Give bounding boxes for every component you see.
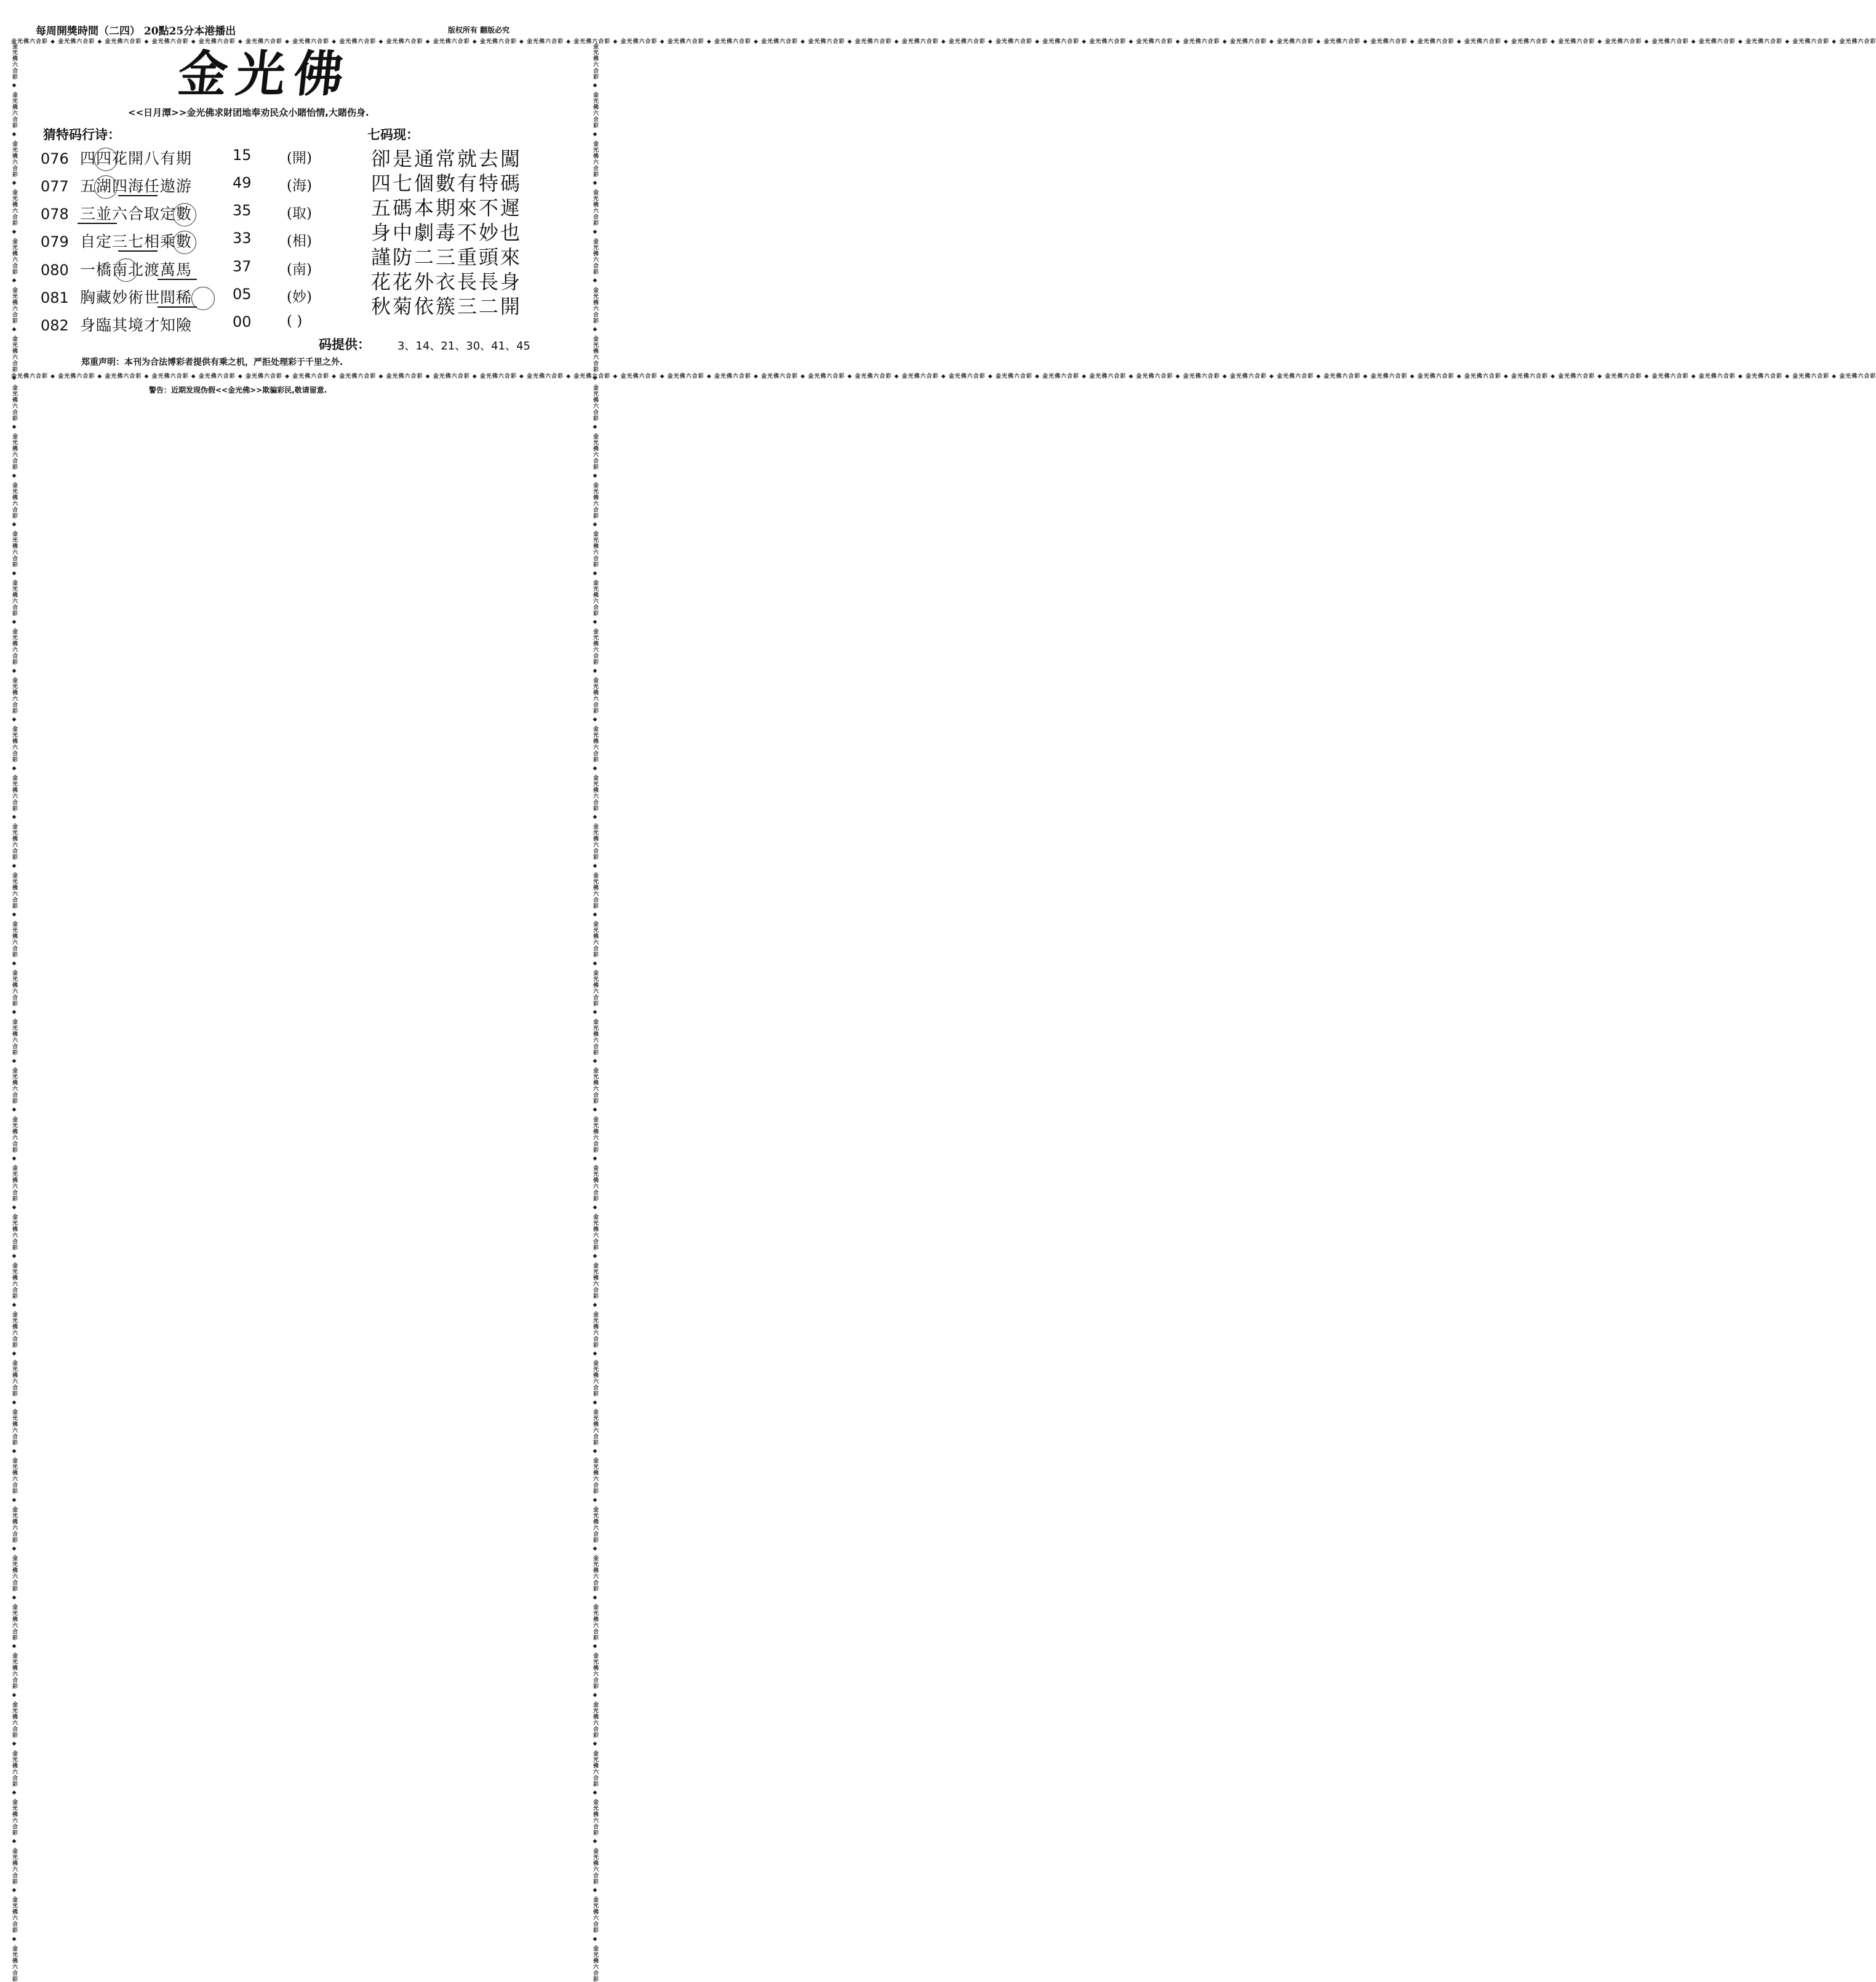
special-code: 00 <box>233 313 252 330</box>
border-left: 金光佛六合彩 ◆ 金光佛六合彩 ◆ 金光佛六合彩 ◆ 金光佛六合彩 ◆ 金光佛六合彩 ◆ 金光佛六合彩 ◆ 金光佛六合彩 ◆ 金光佛六合彩 ◆ 金光佛六合彩 ◆ 金光佛六合彩 ◆ 金光佛六合彩 ◆ 金光佛六合彩 ◆ 金光佛六合彩 ◆ 金光佛六合彩 ◆ 金光佛六合彩 ◆ 金光佛六合彩 ◆ 金光佛六合彩 ◆ 金光佛六合彩 ◆ 金光佛六合彩 ◆ 金光佛六合彩 ◆ 金光佛六合彩 ◆ 金光佛六合彩 ◆ 金光佛六合彩 ◆ 金光佛六合彩 ◆ 金光佛六合彩 ◆ 金光佛六合彩 ◆ 金光佛六合彩 ◆ 金光佛六合彩 ◆ 金光佛六合彩 ◆ 金光佛六合彩 ◆ 金光佛六合彩 ◆ 金光佛六合彩 ◆ 金光佛六合彩 ◆ 金光佛六合彩 ◆ 金光佛六合彩 ◆ 金光佛六合彩 ◆ 金光佛六合彩 ◆ 金光佛六合彩 ◆ 金光佛六合彩 ◆ 金光佛六合彩 <box>11 43 17 1982</box>
poem-line: 三並六合取定數 <box>80 205 193 223</box>
provide-label: 码提供： <box>319 337 370 352</box>
answer-char: (相) <box>287 233 312 249</box>
poem-title: 猜特码行诗： <box>43 127 121 142</box>
answer-char: (南) <box>287 262 312 278</box>
seven-line: 五碼本期來不遲 <box>371 196 522 220</box>
underline-mark <box>118 195 158 196</box>
seven-line: 身中劇毒不妙也 <box>371 221 522 244</box>
poem-line: 四四花開八有期 <box>80 150 193 167</box>
special-code: 35 <box>233 202 252 219</box>
disclaimer: 郑重声明：本刊为合法博彩者提供有乘之机，严拒处理彩于千里之外. <box>81 358 343 367</box>
answer-char: ( ) <box>287 313 303 329</box>
underline-mark <box>158 306 197 308</box>
answer-char: (海) <box>287 178 312 194</box>
seven-line: 秋菊依簇三二開 <box>371 295 522 318</box>
issue-number: 077 <box>41 178 69 195</box>
seven-line: 謹防二三重頭來 <box>371 246 522 269</box>
draw-schedule: 每周開獎時間（二四） 20點25分本港播出 <box>36 25 236 38</box>
warning-notice: 警告：近期发现伪假<<金光佛>>欺骗彩民,敬请留意. <box>149 386 327 394</box>
poem-line: 一橋南北渡萬馬 <box>80 261 193 279</box>
underline-mark <box>78 223 117 224</box>
special-code: 05 <box>233 286 252 303</box>
special-code: 15 <box>233 146 252 164</box>
issue-number: 078 <box>41 206 69 223</box>
poem-row <box>41 313 303 338</box>
border-right: 金光佛六合彩 ◆ 金光佛六合彩 ◆ 金光佛六合彩 ◆ 金光佛六合彩 ◆ 金光佛六合彩 ◆ 金光佛六合彩 ◆ 金光佛六合彩 ◆ 金光佛六合彩 ◆ 金光佛六合彩 ◆ 金光佛六合彩 ◆ 金光佛六合彩 ◆ 金光佛六合彩 ◆ 金光佛六合彩 ◆ 金光佛六合彩 ◆ 金光佛六合彩 ◆ 金光佛六合彩 ◆ 金光佛六合彩 ◆ 金光佛六合彩 ◆ 金光佛六合彩 ◆ 金光佛六合彩 ◆ 金光佛六合彩 ◆ 金光佛六合彩 ◆ 金光佛六合彩 ◆ 金光佛六合彩 ◆ 金光佛六合彩 ◆ 金光佛六合彩 ◆ 金光佛六合彩 ◆ 金光佛六合彩 ◆ 金光佛六合彩 ◆ 金光佛六合彩 ◆ 金光佛六合彩 ◆ 金光佛六合彩 ◆ 金光佛六合彩 ◆ 金光佛六合彩 ◆ 金光佛六合彩 ◆ 金光佛六合彩 ◆ 金光佛六合彩 ◆ 金光佛六合彩 ◆ 金光佛六合彩 ◆ 金光佛六合彩 <box>592 43 598 1982</box>
poem-line: 胸藏妙術世間稀 <box>80 289 193 306</box>
circle-mark <box>94 148 118 171</box>
logo-title: 金光佛 <box>175 45 355 103</box>
special-code: 49 <box>233 174 252 191</box>
provide-numbers: 3、14、21、30、41、45 <box>397 340 530 353</box>
slogan: <<日月潭>>金光佛求財团地奉劝民众小賭怡情,大賭伤身. <box>128 107 369 118</box>
poem-line: 身臨其境才知險 <box>80 316 193 334</box>
circle-mark <box>114 258 138 282</box>
answer-char: (妙) <box>287 289 312 305</box>
seven-line: 花花外衣長長身 <box>371 270 522 294</box>
poem-row <box>41 230 312 254</box>
underline-mark <box>118 250 158 252</box>
issue-number: 076 <box>41 150 69 167</box>
circle-mark <box>173 231 196 254</box>
circle-mark <box>173 203 196 226</box>
circle-mark <box>94 175 118 199</box>
issue-number: 079 <box>41 233 69 250</box>
answer-char: (取) <box>287 206 312 222</box>
seven-line: 卻是通常就去闖 <box>371 147 522 170</box>
border-top: 金光佛六合彩 ◆ 金光佛六合彩 ◆ 金光佛六合彩 ◆ 金光佛六合彩 ◆ 金光佛六合彩 ◆ 金光佛六合彩 ◆ 金光佛六合彩 ◆ 金光佛六合彩 ◆ 金光佛六合彩 ◆ 金光佛六合彩 ◆ 金光佛六合彩 ◆ 金光佛六合彩 ◆ 金光佛六合彩 ◆ 金光佛六合彩 ◆ 金光佛六合彩 ◆ 金光佛六合彩 ◆ 金光佛六合彩 ◆ 金光佛六合彩 ◆ 金光佛六合彩 ◆ 金光佛六合彩 ◆ 金光佛六合彩 ◆ 金光佛六合彩 ◆ 金光佛六合彩 ◆ 金光佛六合彩 ◆ 金光佛六合彩 ◆ 金光佛六合彩 ◆ 金光佛六合彩 ◆ 金光佛六合彩 ◆ 金光佛六合彩 ◆ 金光佛六合彩 ◆ 金光佛六合彩 ◆ 金光佛六合彩 ◆ 金光佛六合彩 ◆ 金光佛六合彩 ◆ 金光佛六合彩 ◆ 金光佛六合彩 ◆ 金光佛六合彩 ◆ 金光佛六合彩 ◆ 金光佛六合彩 ◆ 金光佛六合彩 <box>11 39 1876 45</box>
issue-number: 081 <box>41 289 69 306</box>
seven-code-title: 七码现： <box>367 127 419 142</box>
special-code: 37 <box>233 258 252 275</box>
underline-mark <box>158 279 197 280</box>
special-code: 33 <box>233 230 252 247</box>
answer-char: (開) <box>287 150 312 166</box>
poem-line: 自定三七相乘數 <box>80 233 193 250</box>
seven-line: 四七個數有特碼 <box>371 172 522 195</box>
border-bottom: 金光佛六合彩 ◆ 金光佛六合彩 ◆ 金光佛六合彩 ◆ 金光佛六合彩 ◆ 金光佛六合彩 ◆ 金光佛六合彩 ◆ 金光佛六合彩 ◆ 金光佛六合彩 ◆ 金光佛六合彩 ◆ 金光佛六合彩 ◆ 金光佛六合彩 ◆ 金光佛六合彩 ◆ 金光佛六合彩 ◆ 金光佛六合彩 ◆ 金光佛六合彩 ◆ 金光佛六合彩 ◆ 金光佛六合彩 ◆ 金光佛六合彩 ◆ 金光佛六合彩 ◆ 金光佛六合彩 ◆ 金光佛六合彩 ◆ 金光佛六合彩 ◆ 金光佛六合彩 ◆ 金光佛六合彩 ◆ 金光佛六合彩 ◆ 金光佛六合彩 ◆ 金光佛六合彩 ◆ 金光佛六合彩 ◆ 金光佛六合彩 ◆ 金光佛六合彩 ◆ 金光佛六合彩 ◆ 金光佛六合彩 ◆ 金光佛六合彩 ◆ 金光佛六合彩 ◆ 金光佛六合彩 ◆ 金光佛六合彩 ◆ 金光佛六合彩 ◆ 金光佛六合彩 ◆ 金光佛六合彩 ◆ 金光佛六合彩 <box>11 374 1876 380</box>
poem-line: 五湖四海任遨游 <box>80 177 193 195</box>
issue-number: 082 <box>41 317 69 334</box>
copyright-notice: 版权所有 翻版必究 <box>448 26 510 34</box>
issue-number: 080 <box>41 262 69 279</box>
